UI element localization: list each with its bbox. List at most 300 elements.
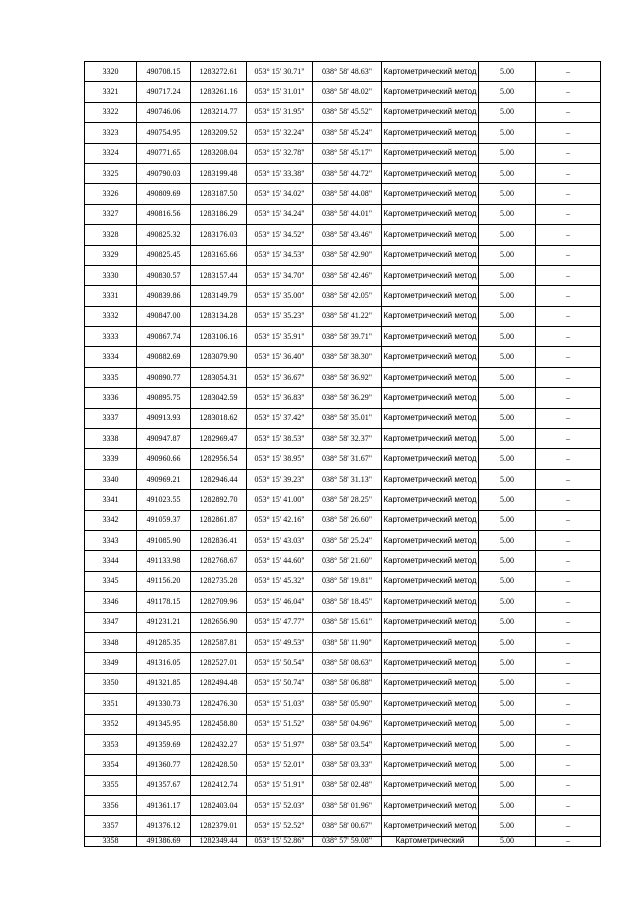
table-row xyxy=(85,265,601,285)
latitude-cell: 053° 15' 36.40" xyxy=(247,347,313,367)
longitude-cell: 038° 58' 08.63" xyxy=(313,653,382,673)
point-number-cell: 3329 xyxy=(85,245,137,265)
accuracy-cell: 5.00 xyxy=(479,490,536,510)
latitude-cell: 053° 15' 34.52" xyxy=(247,225,313,245)
longitude-cell: 038° 58' 44.72" xyxy=(313,163,382,183)
accuracy-cell: 5.00 xyxy=(479,347,536,367)
point-number-cell: 3341 xyxy=(85,490,137,510)
description-cell: – xyxy=(536,449,601,469)
accuracy-cell: 5.00 xyxy=(479,449,536,469)
table-row xyxy=(85,490,601,510)
x-coordinate-cell: 490790.03 xyxy=(137,163,191,183)
accuracy-cell: 5.00 xyxy=(479,469,536,489)
latitude-cell: 053° 15' 32.24" xyxy=(247,123,313,143)
description-cell: – xyxy=(536,571,601,591)
method-cell: Картометрический метод xyxy=(382,612,479,632)
table-row xyxy=(85,816,601,836)
y-coordinate-cell: 1283106.16 xyxy=(191,327,247,347)
table-row xyxy=(85,388,601,408)
x-coordinate-cell: 491285.35 xyxy=(137,632,191,652)
accuracy-cell: 5.00 xyxy=(479,306,536,326)
longitude-cell: 038° 58' 26.60" xyxy=(313,510,382,530)
table-row xyxy=(85,592,601,612)
longitude-cell: 038° 58' 45.52" xyxy=(313,102,382,122)
y-coordinate-cell: 1282412.74 xyxy=(191,775,247,795)
y-coordinate-cell: 1283018.62 xyxy=(191,408,247,428)
table-row xyxy=(85,653,601,673)
x-coordinate-cell: 490816.56 xyxy=(137,204,191,224)
longitude-cell: 038° 58' 39.71" xyxy=(313,327,382,347)
y-coordinate-cell: 1282379.01 xyxy=(191,816,247,836)
y-coordinate-cell: 1282969.47 xyxy=(191,429,247,449)
accuracy-cell: 5.00 xyxy=(479,551,536,571)
x-coordinate-cell: 490867.74 xyxy=(137,327,191,347)
x-coordinate-cell: 490960.66 xyxy=(137,449,191,469)
accuracy-cell: 5.00 xyxy=(479,82,536,102)
method-cell: Картометрический метод xyxy=(382,694,479,714)
point-number-cell: 3351 xyxy=(85,694,137,714)
method-cell: Картометрический метод xyxy=(382,347,479,367)
longitude-cell: 038° 58' 32.37" xyxy=(313,429,382,449)
method-cell: Картометрический метод xyxy=(382,551,479,571)
longitude-cell: 038° 58' 31.13" xyxy=(313,469,382,489)
x-coordinate-cell: 491023.55 xyxy=(137,490,191,510)
table-row xyxy=(85,694,601,714)
x-coordinate-cell: 490825.45 xyxy=(137,245,191,265)
latitude-cell: 053° 15' 47.77" xyxy=(247,612,313,632)
y-coordinate-cell: 1283208.04 xyxy=(191,143,247,163)
table-row xyxy=(85,571,601,591)
latitude-cell: 053° 15' 51.91" xyxy=(247,775,313,795)
point-number-cell: 3327 xyxy=(85,204,137,224)
method-cell: Картометрический метод xyxy=(382,408,479,428)
table-row xyxy=(85,469,601,489)
point-number-cell: 3353 xyxy=(85,734,137,754)
table-row xyxy=(85,327,601,347)
point-number-cell: 3348 xyxy=(85,632,137,652)
table-row xyxy=(85,632,601,652)
description-cell: – xyxy=(536,204,601,224)
longitude-cell: 038° 58' 25.24" xyxy=(313,530,382,550)
latitude-cell: 053° 15' 31.01" xyxy=(247,82,313,102)
accuracy-cell: 5.00 xyxy=(479,530,536,550)
description-cell: – xyxy=(536,490,601,510)
latitude-cell: 053° 15' 51.03" xyxy=(247,694,313,714)
longitude-cell: 038° 58' 03.54" xyxy=(313,734,382,754)
table-row xyxy=(85,449,601,469)
longitude-cell: 038° 58' 45.17" xyxy=(313,143,382,163)
method-cell: Картометрический метод xyxy=(382,530,479,550)
description-cell: – xyxy=(536,163,601,183)
x-coordinate-cell: 491085.90 xyxy=(137,530,191,550)
y-coordinate-cell: 1282458.80 xyxy=(191,714,247,734)
point-number-cell: 3342 xyxy=(85,510,137,530)
point-number-cell: 3357 xyxy=(85,816,137,836)
table-row xyxy=(85,673,601,693)
accuracy-cell: 5.00 xyxy=(479,592,536,612)
longitude-cell: 038° 58' 48.02" xyxy=(313,82,382,102)
method-cell: Картометрический метод xyxy=(382,388,479,408)
latitude-cell: 053° 15' 37.42" xyxy=(247,408,313,428)
document-page xyxy=(84,61,600,847)
description-cell: – xyxy=(536,592,601,612)
method-cell: Картометрический метод xyxy=(382,429,479,449)
latitude-cell: 053° 15' 38.95" xyxy=(247,449,313,469)
table-row xyxy=(85,734,601,754)
description-cell: – xyxy=(536,551,601,571)
method-cell: Картометрический метод xyxy=(382,62,479,82)
description-cell: – xyxy=(536,530,601,550)
y-coordinate-cell: 1283165.66 xyxy=(191,245,247,265)
longitude-cell: 038° 58' 21.60" xyxy=(313,551,382,571)
latitude-cell: 053° 15' 35.91" xyxy=(247,327,313,347)
x-coordinate-cell: 490708.15 xyxy=(137,62,191,82)
description-cell: – xyxy=(536,306,601,326)
accuracy-cell: 5.00 xyxy=(479,62,536,82)
x-coordinate-cell: 490969.21 xyxy=(137,469,191,489)
method-cell: Картометрический метод xyxy=(382,245,479,265)
point-number-cell: 3354 xyxy=(85,755,137,775)
y-coordinate-cell: 1282403.04 xyxy=(191,796,247,816)
longitude-cell: 038° 58' 00.67" xyxy=(313,816,382,836)
method-cell: Картометрический xyxy=(382,836,479,846)
latitude-cell: 053° 15' 49.53" xyxy=(247,632,313,652)
y-coordinate-cell: 1282709.96 xyxy=(191,592,247,612)
description-cell: – xyxy=(536,775,601,795)
description-cell: – xyxy=(536,184,601,204)
y-coordinate-cell: 1282836.41 xyxy=(191,530,247,550)
table-row xyxy=(85,510,601,530)
description-cell: – xyxy=(536,102,601,122)
x-coordinate-cell: 490913.93 xyxy=(137,408,191,428)
accuracy-cell: 5.00 xyxy=(479,510,536,530)
latitude-cell: 053° 15' 43.03" xyxy=(247,530,313,550)
y-coordinate-cell: 1282432.27 xyxy=(191,734,247,754)
accuracy-cell: 5.00 xyxy=(479,612,536,632)
longitude-cell: 038° 58' 38.30" xyxy=(313,347,382,367)
description-cell: – xyxy=(536,653,601,673)
longitude-cell: 038° 58' 28.25" xyxy=(313,490,382,510)
latitude-cell: 053° 15' 39.23" xyxy=(247,469,313,489)
x-coordinate-cell: 490890.77 xyxy=(137,367,191,387)
method-cell: Картометрический метод xyxy=(382,367,479,387)
description-cell: – xyxy=(536,143,601,163)
longitude-cell: 038° 58' 06.88" xyxy=(313,673,382,693)
description-cell: – xyxy=(536,265,601,285)
method-cell: Картометрический метод xyxy=(382,592,479,612)
latitude-cell: 053° 15' 50.74" xyxy=(247,673,313,693)
latitude-cell: 053° 15' 45.32" xyxy=(247,571,313,591)
table-row xyxy=(85,184,601,204)
latitude-cell: 053° 15' 34.53" xyxy=(247,245,313,265)
accuracy-cell: 5.00 xyxy=(479,571,536,591)
longitude-cell: 038° 58' 42.90" xyxy=(313,245,382,265)
description-cell: – xyxy=(536,367,601,387)
y-coordinate-cell: 1283042.59 xyxy=(191,388,247,408)
point-number-cell: 3331 xyxy=(85,286,137,306)
table-row xyxy=(85,225,601,245)
accuracy-cell: 5.00 xyxy=(479,265,536,285)
accuracy-cell: 5.00 xyxy=(479,714,536,734)
accuracy-cell: 5.00 xyxy=(479,775,536,795)
x-coordinate-cell: 491231.21 xyxy=(137,612,191,632)
description-cell: – xyxy=(536,388,601,408)
point-number-cell: 3347 xyxy=(85,612,137,632)
table-row xyxy=(85,530,601,550)
method-cell: Картометрический метод xyxy=(382,632,479,652)
description-cell: – xyxy=(536,510,601,530)
x-coordinate-cell: 491361.17 xyxy=(137,796,191,816)
method-cell: Картометрический метод xyxy=(382,796,479,816)
accuracy-cell: 5.00 xyxy=(479,836,536,846)
longitude-cell: 038° 58' 18.45" xyxy=(313,592,382,612)
x-coordinate-cell: 491330.73 xyxy=(137,694,191,714)
point-number-cell: 3330 xyxy=(85,265,137,285)
latitude-cell: 053° 15' 34.70" xyxy=(247,265,313,285)
latitude-cell: 053° 15' 34.02" xyxy=(247,184,313,204)
x-coordinate-cell: 490717.24 xyxy=(137,82,191,102)
longitude-cell: 038° 58' 45.24" xyxy=(313,123,382,143)
latitude-cell: 053° 15' 35.23" xyxy=(247,306,313,326)
longitude-cell: 038° 58' 03.33" xyxy=(313,755,382,775)
table-row xyxy=(85,836,601,846)
longitude-cell: 038° 58' 43.46" xyxy=(313,225,382,245)
latitude-cell: 053° 15' 52.52" xyxy=(247,816,313,836)
accuracy-cell: 5.00 xyxy=(479,734,536,754)
y-coordinate-cell: 1282892.70 xyxy=(191,490,247,510)
description-cell: – xyxy=(536,82,601,102)
method-cell: Картометрический метод xyxy=(382,184,479,204)
y-coordinate-cell: 1283187.50 xyxy=(191,184,247,204)
point-number-cell: 3328 xyxy=(85,225,137,245)
y-coordinate-cell: 1283149.79 xyxy=(191,286,247,306)
method-cell: Картометрический метод xyxy=(382,673,479,693)
y-coordinate-cell: 1283186.29 xyxy=(191,204,247,224)
table-row xyxy=(85,755,601,775)
x-coordinate-cell: 491156.20 xyxy=(137,571,191,591)
longitude-cell: 038° 57' 59.08" xyxy=(313,836,382,846)
method-cell: Картометрический метод xyxy=(382,204,479,224)
point-number-cell: 3358 xyxy=(85,836,137,846)
longitude-cell: 038° 58' 35.01" xyxy=(313,408,382,428)
method-cell: Картометрический метод xyxy=(382,449,479,469)
method-cell: Картометрический метод xyxy=(382,755,479,775)
table-row xyxy=(85,551,601,571)
method-cell: Картометрический метод xyxy=(382,143,479,163)
latitude-cell: 053° 15' 52.01" xyxy=(247,755,313,775)
method-cell: Картометрический метод xyxy=(382,469,479,489)
point-number-cell: 3350 xyxy=(85,673,137,693)
table-row xyxy=(85,714,601,734)
point-number-cell: 3344 xyxy=(85,551,137,571)
x-coordinate-cell: 490847.00 xyxy=(137,306,191,326)
y-coordinate-cell: 1283261.16 xyxy=(191,82,247,102)
point-number-cell: 3340 xyxy=(85,469,137,489)
method-cell: Картометрический метод xyxy=(382,123,479,143)
point-number-cell: 3337 xyxy=(85,408,137,428)
latitude-cell: 053° 15' 52.86" xyxy=(247,836,313,846)
y-coordinate-cell: 1283054.31 xyxy=(191,367,247,387)
longitude-cell: 038° 58' 42.46" xyxy=(313,265,382,285)
point-number-cell: 3339 xyxy=(85,449,137,469)
point-number-cell: 3322 xyxy=(85,102,137,122)
latitude-cell: 053° 15' 52.03" xyxy=(247,796,313,816)
x-coordinate-cell: 490809.69 xyxy=(137,184,191,204)
method-cell: Картометрический метод xyxy=(382,82,479,102)
point-number-cell: 3334 xyxy=(85,347,137,367)
y-coordinate-cell: 1282861.87 xyxy=(191,510,247,530)
latitude-cell: 053° 15' 35.00" xyxy=(247,286,313,306)
accuracy-cell: 5.00 xyxy=(479,204,536,224)
latitude-cell: 053° 15' 41.00" xyxy=(247,490,313,510)
method-cell: Картометрический метод xyxy=(382,775,479,795)
method-cell: Картометрический метод xyxy=(382,265,479,285)
accuracy-cell: 5.00 xyxy=(479,143,536,163)
point-number-cell: 3332 xyxy=(85,306,137,326)
latitude-cell: 053° 15' 44.60" xyxy=(247,551,313,571)
point-number-cell: 3346 xyxy=(85,592,137,612)
accuracy-cell: 5.00 xyxy=(479,286,536,306)
accuracy-cell: 5.00 xyxy=(479,184,536,204)
x-coordinate-cell: 490830.57 xyxy=(137,265,191,285)
point-number-cell: 3325 xyxy=(85,163,137,183)
method-cell: Картометрический метод xyxy=(382,734,479,754)
latitude-cell: 053° 15' 42.16" xyxy=(247,510,313,530)
point-number-cell: 3321 xyxy=(85,82,137,102)
x-coordinate-cell: 491359.69 xyxy=(137,734,191,754)
table-row xyxy=(85,408,601,428)
latitude-cell: 053° 15' 51.97" xyxy=(247,734,313,754)
point-number-cell: 3356 xyxy=(85,796,137,816)
point-number-cell: 3336 xyxy=(85,388,137,408)
point-number-cell: 3338 xyxy=(85,429,137,449)
table-row xyxy=(85,143,601,163)
accuracy-cell: 5.00 xyxy=(479,816,536,836)
longitude-cell: 038° 58' 02.48" xyxy=(313,775,382,795)
description-cell: – xyxy=(536,714,601,734)
table-row xyxy=(85,163,601,183)
table-row xyxy=(85,102,601,122)
description-cell: – xyxy=(536,347,601,367)
method-cell: Картометрический метод xyxy=(382,327,479,347)
point-number-cell: 3345 xyxy=(85,571,137,591)
longitude-cell: 038° 58' 05.90" xyxy=(313,694,382,714)
point-number-cell: 3335 xyxy=(85,367,137,387)
method-cell: Картометрический метод xyxy=(382,816,479,836)
description-cell: – xyxy=(536,612,601,632)
table-row xyxy=(85,62,601,82)
table-row xyxy=(85,123,601,143)
accuracy-cell: 5.00 xyxy=(479,673,536,693)
point-number-cell: 3323 xyxy=(85,123,137,143)
latitude-cell: 053° 15' 46.04" xyxy=(247,592,313,612)
y-coordinate-cell: 1283214.77 xyxy=(191,102,247,122)
description-cell: – xyxy=(536,429,601,449)
description-cell: – xyxy=(536,225,601,245)
y-coordinate-cell: 1283199.48 xyxy=(191,163,247,183)
method-cell: Картометрический метод xyxy=(382,306,479,326)
accuracy-cell: 5.00 xyxy=(479,796,536,816)
method-cell: Картометрический метод xyxy=(382,571,479,591)
description-cell: – xyxy=(536,286,601,306)
accuracy-cell: 5.00 xyxy=(479,755,536,775)
description-cell: – xyxy=(536,694,601,714)
y-coordinate-cell: 1282768.67 xyxy=(191,551,247,571)
latitude-cell: 053° 15' 31.95" xyxy=(247,102,313,122)
point-number-cell: 3320 xyxy=(85,62,137,82)
longitude-cell: 038° 58' 04.96" xyxy=(313,714,382,734)
x-coordinate-cell: 490754.95 xyxy=(137,123,191,143)
point-number-cell: 3349 xyxy=(85,653,137,673)
table-row xyxy=(85,347,601,367)
x-coordinate-cell: 491321.85 xyxy=(137,673,191,693)
accuracy-cell: 5.00 xyxy=(479,694,536,714)
accuracy-cell: 5.00 xyxy=(479,225,536,245)
latitude-cell: 053° 15' 36.83" xyxy=(247,388,313,408)
description-cell: – xyxy=(536,469,601,489)
point-number-cell: 3324 xyxy=(85,143,137,163)
y-coordinate-cell: 1283176.03 xyxy=(191,225,247,245)
method-cell: Картометрический метод xyxy=(382,286,479,306)
x-coordinate-cell: 490746.06 xyxy=(137,102,191,122)
description-cell: – xyxy=(536,673,601,693)
table-row xyxy=(85,775,601,795)
longitude-cell: 038° 58' 31.67" xyxy=(313,449,382,469)
accuracy-cell: 5.00 xyxy=(479,327,536,347)
y-coordinate-cell: 1282946.44 xyxy=(191,469,247,489)
latitude-cell: 053° 15' 32.78" xyxy=(247,143,313,163)
point-number-cell: 3352 xyxy=(85,714,137,734)
method-cell: Картометрический метод xyxy=(382,102,479,122)
x-coordinate-cell: 490839.86 xyxy=(137,286,191,306)
y-coordinate-cell: 1283157.44 xyxy=(191,265,247,285)
latitude-cell: 053° 15' 38.53" xyxy=(247,429,313,449)
coordinates-table xyxy=(84,61,601,847)
table-row xyxy=(85,245,601,265)
latitude-cell: 053° 15' 36.67" xyxy=(247,367,313,387)
longitude-cell: 038° 58' 44.01" xyxy=(313,204,382,224)
y-coordinate-cell: 1282349.44 xyxy=(191,836,247,846)
y-coordinate-cell: 1282656.90 xyxy=(191,612,247,632)
y-coordinate-cell: 1282494.48 xyxy=(191,673,247,693)
description-cell: – xyxy=(536,734,601,754)
latitude-cell: 053° 15' 30.71" xyxy=(247,62,313,82)
x-coordinate-cell: 491345.95 xyxy=(137,714,191,734)
table-row xyxy=(85,286,601,306)
y-coordinate-cell: 1282956.54 xyxy=(191,449,247,469)
description-cell: – xyxy=(536,327,601,347)
longitude-cell: 038° 58' 11.90" xyxy=(313,632,382,652)
y-coordinate-cell: 1282587.81 xyxy=(191,632,247,652)
accuracy-cell: 5.00 xyxy=(479,408,536,428)
longitude-cell: 038° 58' 36.29" xyxy=(313,388,382,408)
point-number-cell: 3326 xyxy=(85,184,137,204)
y-coordinate-cell: 1282735.28 xyxy=(191,571,247,591)
table-row xyxy=(85,796,601,816)
table-row xyxy=(85,306,601,326)
description-cell: – xyxy=(536,62,601,82)
latitude-cell: 053° 15' 51.52" xyxy=(247,714,313,734)
point-number-cell: 3333 xyxy=(85,327,137,347)
description-cell: – xyxy=(536,123,601,143)
longitude-cell: 038° 58' 41.22" xyxy=(313,306,382,326)
latitude-cell: 053° 15' 33.38" xyxy=(247,163,313,183)
method-cell: Картометрический метод xyxy=(382,653,479,673)
method-cell: Картометрический метод xyxy=(382,490,479,510)
accuracy-cell: 5.00 xyxy=(479,123,536,143)
longitude-cell: 038° 58' 42.05" xyxy=(313,286,382,306)
y-coordinate-cell: 1283079.90 xyxy=(191,347,247,367)
